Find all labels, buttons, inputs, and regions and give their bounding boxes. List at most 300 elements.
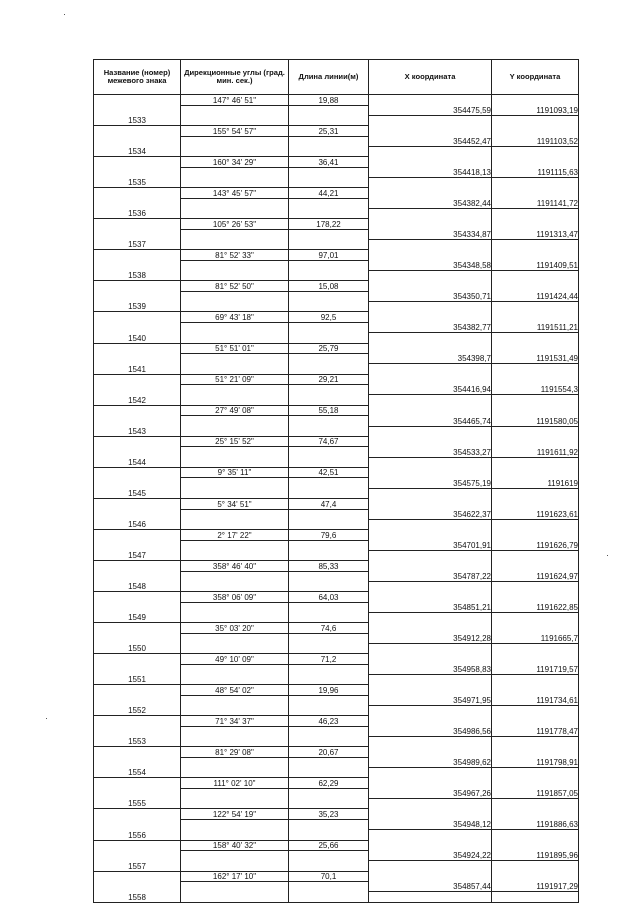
empty-cell: [94, 540, 181, 550]
angle-cell: 81° 29' 08": [181, 747, 289, 758]
coordinate-row: [94, 354, 579, 364]
coordinate-row: [94, 726, 579, 736]
empty-cell: [492, 374, 579, 385]
point-name-row: [94, 706, 579, 716]
empty-cell: [369, 178, 492, 188]
empty-cell: [94, 789, 181, 799]
length-cell: 71,2: [289, 654, 369, 665]
y-coordinate-cell: 1191719,57: [492, 664, 579, 674]
segment-row: [94, 219, 579, 230]
empty-cell: [369, 747, 492, 758]
empty-cell: [94, 250, 181, 261]
length-cell: 46,23: [289, 716, 369, 727]
empty-cell: [289, 861, 369, 871]
empty-cell: [492, 219, 579, 230]
empty-cell: [369, 240, 492, 250]
y-coordinate-cell: 1191623,61: [492, 509, 579, 519]
point-name-row: [94, 209, 579, 219]
empty-cell: [181, 581, 289, 591]
point-name-row: [94, 240, 579, 250]
coordinate-row: [94, 820, 579, 830]
header-name: Название (номер) межевого знака: [94, 60, 181, 95]
empty-cell: [289, 354, 369, 364]
empty-cell: [492, 250, 579, 261]
point-name-cell: 1549: [94, 612, 181, 622]
scan-speck: [607, 555, 608, 556]
empty-cell: [94, 95, 181, 106]
segment-row: [94, 747, 579, 758]
empty-cell: [181, 861, 289, 871]
empty-cell: [492, 426, 579, 436]
empty-cell: [289, 302, 369, 312]
y-coordinate-cell: 1191511,21: [492, 323, 579, 333]
empty-cell: [94, 840, 181, 851]
empty-cell: [289, 820, 369, 830]
empty-cell: [492, 95, 579, 106]
empty-cell: [492, 550, 579, 560]
y-coordinate-cell: 1191895,96: [492, 851, 579, 861]
empty-cell: [369, 115, 492, 125]
empty-cell: [492, 675, 579, 685]
angle-cell: 143° 45' 57": [181, 188, 289, 199]
empty-cell: [492, 395, 579, 405]
empty-cell: [369, 271, 492, 281]
empty-cell: [94, 136, 181, 146]
segment-row: [94, 685, 579, 696]
length-cell: 42,51: [289, 467, 369, 478]
empty-cell: [369, 560, 492, 571]
empty-cell: [181, 664, 289, 674]
empty-cell: [94, 882, 181, 892]
empty-cell: [492, 281, 579, 292]
length-cell: 70,1: [289, 871, 369, 882]
empty-cell: [94, 529, 181, 540]
x-coordinate-cell: 354416,94: [369, 385, 492, 395]
empty-cell: [369, 364, 492, 374]
empty-cell: [181, 167, 289, 177]
empty-cell: [492, 612, 579, 622]
empty-cell: [181, 550, 289, 560]
empty-cell: [369, 281, 492, 292]
empty-cell: [181, 333, 289, 343]
segment-row: [94, 592, 579, 603]
empty-cell: [492, 188, 579, 199]
length-cell: 19,96: [289, 685, 369, 696]
empty-cell: [289, 105, 369, 115]
x-coordinate-cell: 354971,95: [369, 695, 492, 705]
point-name-cell: 1540: [94, 333, 181, 343]
empty-cell: [181, 426, 289, 436]
empty-cell: [94, 198, 181, 208]
empty-cell: [289, 758, 369, 768]
length-cell: 25,79: [289, 343, 369, 354]
point-name-row: [94, 302, 579, 312]
y-coordinate-cell: 1191798,91: [492, 758, 579, 768]
point-name-cell: 1535: [94, 178, 181, 188]
empty-cell: [181, 447, 289, 457]
empty-cell: [369, 871, 492, 882]
empty-cell: [181, 789, 289, 799]
y-coordinate-cell: 1191531,49: [492, 354, 579, 364]
empty-cell: [369, 737, 492, 747]
empty-cell: [369, 809, 492, 820]
empty-cell: [369, 188, 492, 199]
empty-cell: [289, 488, 369, 498]
empty-cell: [94, 467, 181, 478]
empty-cell: [94, 695, 181, 705]
point-name-row: [94, 426, 579, 436]
x-coordinate-cell: 354334,87: [369, 229, 492, 239]
angle-cell: 111° 02' 10": [181, 778, 289, 789]
coordinate-row: [94, 664, 579, 674]
point-name-cell: 1558: [94, 892, 181, 903]
coordinate-row: [94, 695, 579, 705]
coordinate-row: [94, 385, 579, 395]
empty-cell: [289, 271, 369, 281]
empty-cell: [492, 302, 579, 312]
length-cell: 29,21: [289, 374, 369, 385]
x-coordinate-cell: 354989,62: [369, 758, 492, 768]
empty-cell: [492, 685, 579, 696]
empty-cell: [289, 292, 369, 302]
empty-cell: [181, 706, 289, 716]
segment-row: [94, 126, 579, 137]
point-name-row: [94, 333, 579, 343]
x-coordinate-cell: 354350,71: [369, 292, 492, 302]
empty-cell: [289, 240, 369, 250]
point-name-cell: 1547: [94, 550, 181, 560]
empty-cell: [289, 333, 369, 343]
empty-cell: [94, 871, 181, 882]
empty-cell: [369, 529, 492, 540]
empty-cell: [94, 851, 181, 861]
empty-cell: [369, 623, 492, 634]
empty-cell: [289, 664, 369, 674]
x-coordinate-cell: 354452,47: [369, 136, 492, 146]
empty-cell: [289, 261, 369, 271]
segment-row: [94, 343, 579, 354]
empty-cell: [181, 302, 289, 312]
empty-cell: [289, 892, 369, 903]
empty-cell: [369, 685, 492, 696]
angle-cell: 160° 34' 29": [181, 157, 289, 168]
x-coordinate-cell: 354382,44: [369, 198, 492, 208]
empty-cell: [289, 540, 369, 550]
empty-cell: [289, 519, 369, 529]
empty-cell: [289, 695, 369, 705]
empty-cell: [181, 675, 289, 685]
angle-cell: 48° 54' 02": [181, 685, 289, 696]
empty-cell: [94, 685, 181, 696]
empty-cell: [94, 312, 181, 323]
length-cell: 74,6: [289, 623, 369, 634]
angle-cell: 162° 17' 10": [181, 871, 289, 882]
empty-cell: [94, 447, 181, 457]
empty-cell: [181, 540, 289, 550]
y-coordinate-cell: 1191409,51: [492, 261, 579, 271]
segment-row: [94, 436, 579, 447]
empty-cell: [181, 395, 289, 405]
x-coordinate-cell: 354575,19: [369, 478, 492, 488]
empty-cell: [94, 623, 181, 634]
coordinate-row: [94, 602, 579, 612]
angle-cell: 25° 15' 52": [181, 436, 289, 447]
empty-cell: [289, 726, 369, 736]
empty-cell: [94, 509, 181, 519]
point-name-row: [94, 737, 579, 747]
x-coordinate-cell: 354348,58: [369, 261, 492, 271]
angle-cell: 358° 46' 40": [181, 560, 289, 571]
empty-cell: [181, 726, 289, 736]
empty-cell: [181, 261, 289, 271]
coordinate-row: [94, 540, 579, 550]
angle-cell: 9° 35' 11": [181, 467, 289, 478]
empty-cell: [492, 209, 579, 219]
empty-cell: [181, 892, 289, 903]
segment-row: [94, 778, 579, 789]
empty-cell: [94, 354, 181, 364]
empty-cell: [369, 519, 492, 529]
length-cell: 19,88: [289, 95, 369, 106]
empty-cell: [492, 240, 579, 250]
empty-cell: [181, 292, 289, 302]
empty-cell: [94, 602, 181, 612]
angle-cell: 27° 49' 08": [181, 405, 289, 416]
coordinate-row: [94, 882, 579, 892]
empty-cell: [289, 457, 369, 467]
empty-cell: [289, 509, 369, 519]
segment-row: [94, 405, 579, 416]
empty-cell: [181, 758, 289, 768]
length-cell: 15,08: [289, 281, 369, 292]
x-coordinate-cell: 354465,74: [369, 416, 492, 426]
angle-cell: 2° 17' 22": [181, 529, 289, 540]
header-length: Длина линии(м): [289, 60, 369, 95]
angle-cell: 81° 52' 50": [181, 281, 289, 292]
empty-cell: [369, 436, 492, 447]
point-name-row: [94, 115, 579, 125]
coordinate-row: [94, 758, 579, 768]
empty-cell: [492, 643, 579, 653]
empty-cell: [94, 281, 181, 292]
empty-cell: [492, 768, 579, 778]
empty-cell: [369, 550, 492, 560]
empty-cell: [181, 820, 289, 830]
empty-cell: [289, 830, 369, 840]
empty-cell: [181, 209, 289, 219]
empty-cell: [492, 706, 579, 716]
empty-cell: [289, 478, 369, 488]
empty-cell: [369, 405, 492, 416]
coordinate-row: [94, 478, 579, 488]
empty-cell: [289, 364, 369, 374]
point-name-cell: 1545: [94, 488, 181, 498]
coordinate-row: [94, 571, 579, 581]
empty-cell: [289, 167, 369, 177]
empty-cell: [94, 654, 181, 665]
segment-row: [94, 95, 579, 106]
empty-cell: [369, 146, 492, 156]
empty-cell: [289, 395, 369, 405]
x-coordinate-cell: 354948,12: [369, 820, 492, 830]
coordinate-row: [94, 447, 579, 457]
empty-cell: [94, 292, 181, 302]
scan-speck: [64, 14, 65, 15]
x-coordinate-cell: 354967,26: [369, 789, 492, 799]
angle-cell: 51° 21' 09": [181, 374, 289, 385]
empty-cell: [181, 509, 289, 519]
point-name-row: [94, 830, 579, 840]
empty-cell: [369, 488, 492, 498]
empty-cell: [492, 498, 579, 509]
empty-cell: [94, 385, 181, 395]
length-cell: 25,66: [289, 840, 369, 851]
point-name-cell: 1557: [94, 861, 181, 871]
empty-cell: [492, 737, 579, 747]
empty-cell: [94, 726, 181, 736]
x-coordinate-cell: 354622,37: [369, 509, 492, 519]
y-coordinate-cell: 1191313,47: [492, 229, 579, 239]
empty-cell: [289, 447, 369, 457]
point-name-row: [94, 612, 579, 622]
empty-cell: [94, 478, 181, 488]
empty-cell: [94, 592, 181, 603]
point-name-cell: 1544: [94, 457, 181, 467]
length-cell: 36,41: [289, 157, 369, 168]
point-name-cell: 1543: [94, 426, 181, 436]
angle-cell: 105° 26' 53": [181, 219, 289, 230]
empty-cell: [289, 426, 369, 436]
coordinate-row: [94, 323, 579, 333]
point-name-row: [94, 146, 579, 156]
empty-cell: [369, 612, 492, 622]
segment-row: [94, 312, 579, 323]
coordinate-row: [94, 167, 579, 177]
empty-cell: [492, 623, 579, 634]
point-name-row: [94, 581, 579, 591]
x-coordinate-cell: 354857,44: [369, 882, 492, 892]
empty-cell: [492, 529, 579, 540]
empty-cell: [289, 209, 369, 219]
point-name-cell: 1553: [94, 737, 181, 747]
angle-cell: 51° 51' 01": [181, 343, 289, 354]
empty-cell: [369, 374, 492, 385]
empty-cell: [94, 261, 181, 271]
empty-cell: [94, 126, 181, 137]
length-cell: 178,22: [289, 219, 369, 230]
segment-row: [94, 498, 579, 509]
coordinate-row: [94, 789, 579, 799]
empty-cell: [492, 146, 579, 156]
point-name-cell: 1533: [94, 115, 181, 125]
angle-cell: 147° 46' 51": [181, 95, 289, 106]
empty-cell: [369, 157, 492, 168]
empty-cell: [94, 105, 181, 115]
angle-cell: 49° 10' 09": [181, 654, 289, 665]
point-name-cell: 1542: [94, 395, 181, 405]
point-name-row: [94, 457, 579, 467]
point-name-cell: 1550: [94, 643, 181, 653]
point-name-row: [94, 519, 579, 529]
point-name-cell: 1555: [94, 799, 181, 809]
point-name-row: [94, 861, 579, 871]
coordinate-row: [94, 416, 579, 426]
empty-cell: [289, 768, 369, 778]
length-cell: 44,21: [289, 188, 369, 199]
empty-cell: [289, 882, 369, 892]
empty-cell: [369, 95, 492, 106]
empty-cell: [492, 467, 579, 478]
empty-cell: [369, 302, 492, 312]
empty-cell: [369, 581, 492, 591]
empty-cell: [492, 178, 579, 188]
empty-cell: [289, 571, 369, 581]
angle-cell: 155° 54' 57": [181, 126, 289, 137]
empty-cell: [492, 581, 579, 591]
y-coordinate-cell: 1191141,72: [492, 198, 579, 208]
point-name-row: [94, 550, 579, 560]
x-coordinate-cell: 354787,22: [369, 571, 492, 581]
empty-cell: [492, 519, 579, 529]
empty-cell: [289, 675, 369, 685]
empty-cell: [492, 654, 579, 665]
angle-cell: 358° 06' 09": [181, 592, 289, 603]
y-coordinate-cell: 1191886,63: [492, 820, 579, 830]
empty-cell: [94, 809, 181, 820]
empty-cell: [369, 250, 492, 261]
empty-cell: [181, 882, 289, 892]
empty-cell: [94, 560, 181, 571]
length-cell: 25,31: [289, 126, 369, 137]
x-coordinate-cell: 354851,21: [369, 602, 492, 612]
angle-cell: 71° 34' 37": [181, 716, 289, 727]
point-name-cell: 1537: [94, 240, 181, 250]
empty-cell: [492, 840, 579, 851]
y-coordinate-cell: 1191778,47: [492, 726, 579, 736]
empty-cell: [289, 789, 369, 799]
y-coordinate-cell: 1191665,7: [492, 633, 579, 643]
coordinate-row: [94, 136, 579, 146]
x-coordinate-cell: 354701,91: [369, 540, 492, 550]
coordinate-row: [94, 851, 579, 861]
empty-cell: [181, 633, 289, 643]
empty-cell: [94, 747, 181, 758]
length-cell: 62,29: [289, 778, 369, 789]
empty-cell: [289, 198, 369, 208]
empty-cell: [94, 758, 181, 768]
empty-cell: [289, 737, 369, 747]
segment-row: [94, 809, 579, 820]
segment-row: [94, 467, 579, 478]
empty-cell: [492, 799, 579, 809]
empty-cell: [181, 115, 289, 125]
empty-cell: [181, 385, 289, 395]
empty-cell: [492, 488, 579, 498]
empty-cell: [369, 778, 492, 789]
empty-cell: [181, 643, 289, 653]
point-name-cell: 1539: [94, 302, 181, 312]
empty-cell: [289, 581, 369, 591]
point-name-cell: 1554: [94, 768, 181, 778]
x-coordinate-cell: 354986,56: [369, 726, 492, 736]
x-coordinate-cell: 354382,77: [369, 323, 492, 333]
empty-cell: [181, 229, 289, 239]
point-name-cell: 1548: [94, 581, 181, 591]
y-coordinate-cell: 1191115,63: [492, 167, 579, 177]
x-coordinate-cell: 354958,83: [369, 664, 492, 674]
empty-cell: [369, 467, 492, 478]
empty-cell: [181, 354, 289, 364]
